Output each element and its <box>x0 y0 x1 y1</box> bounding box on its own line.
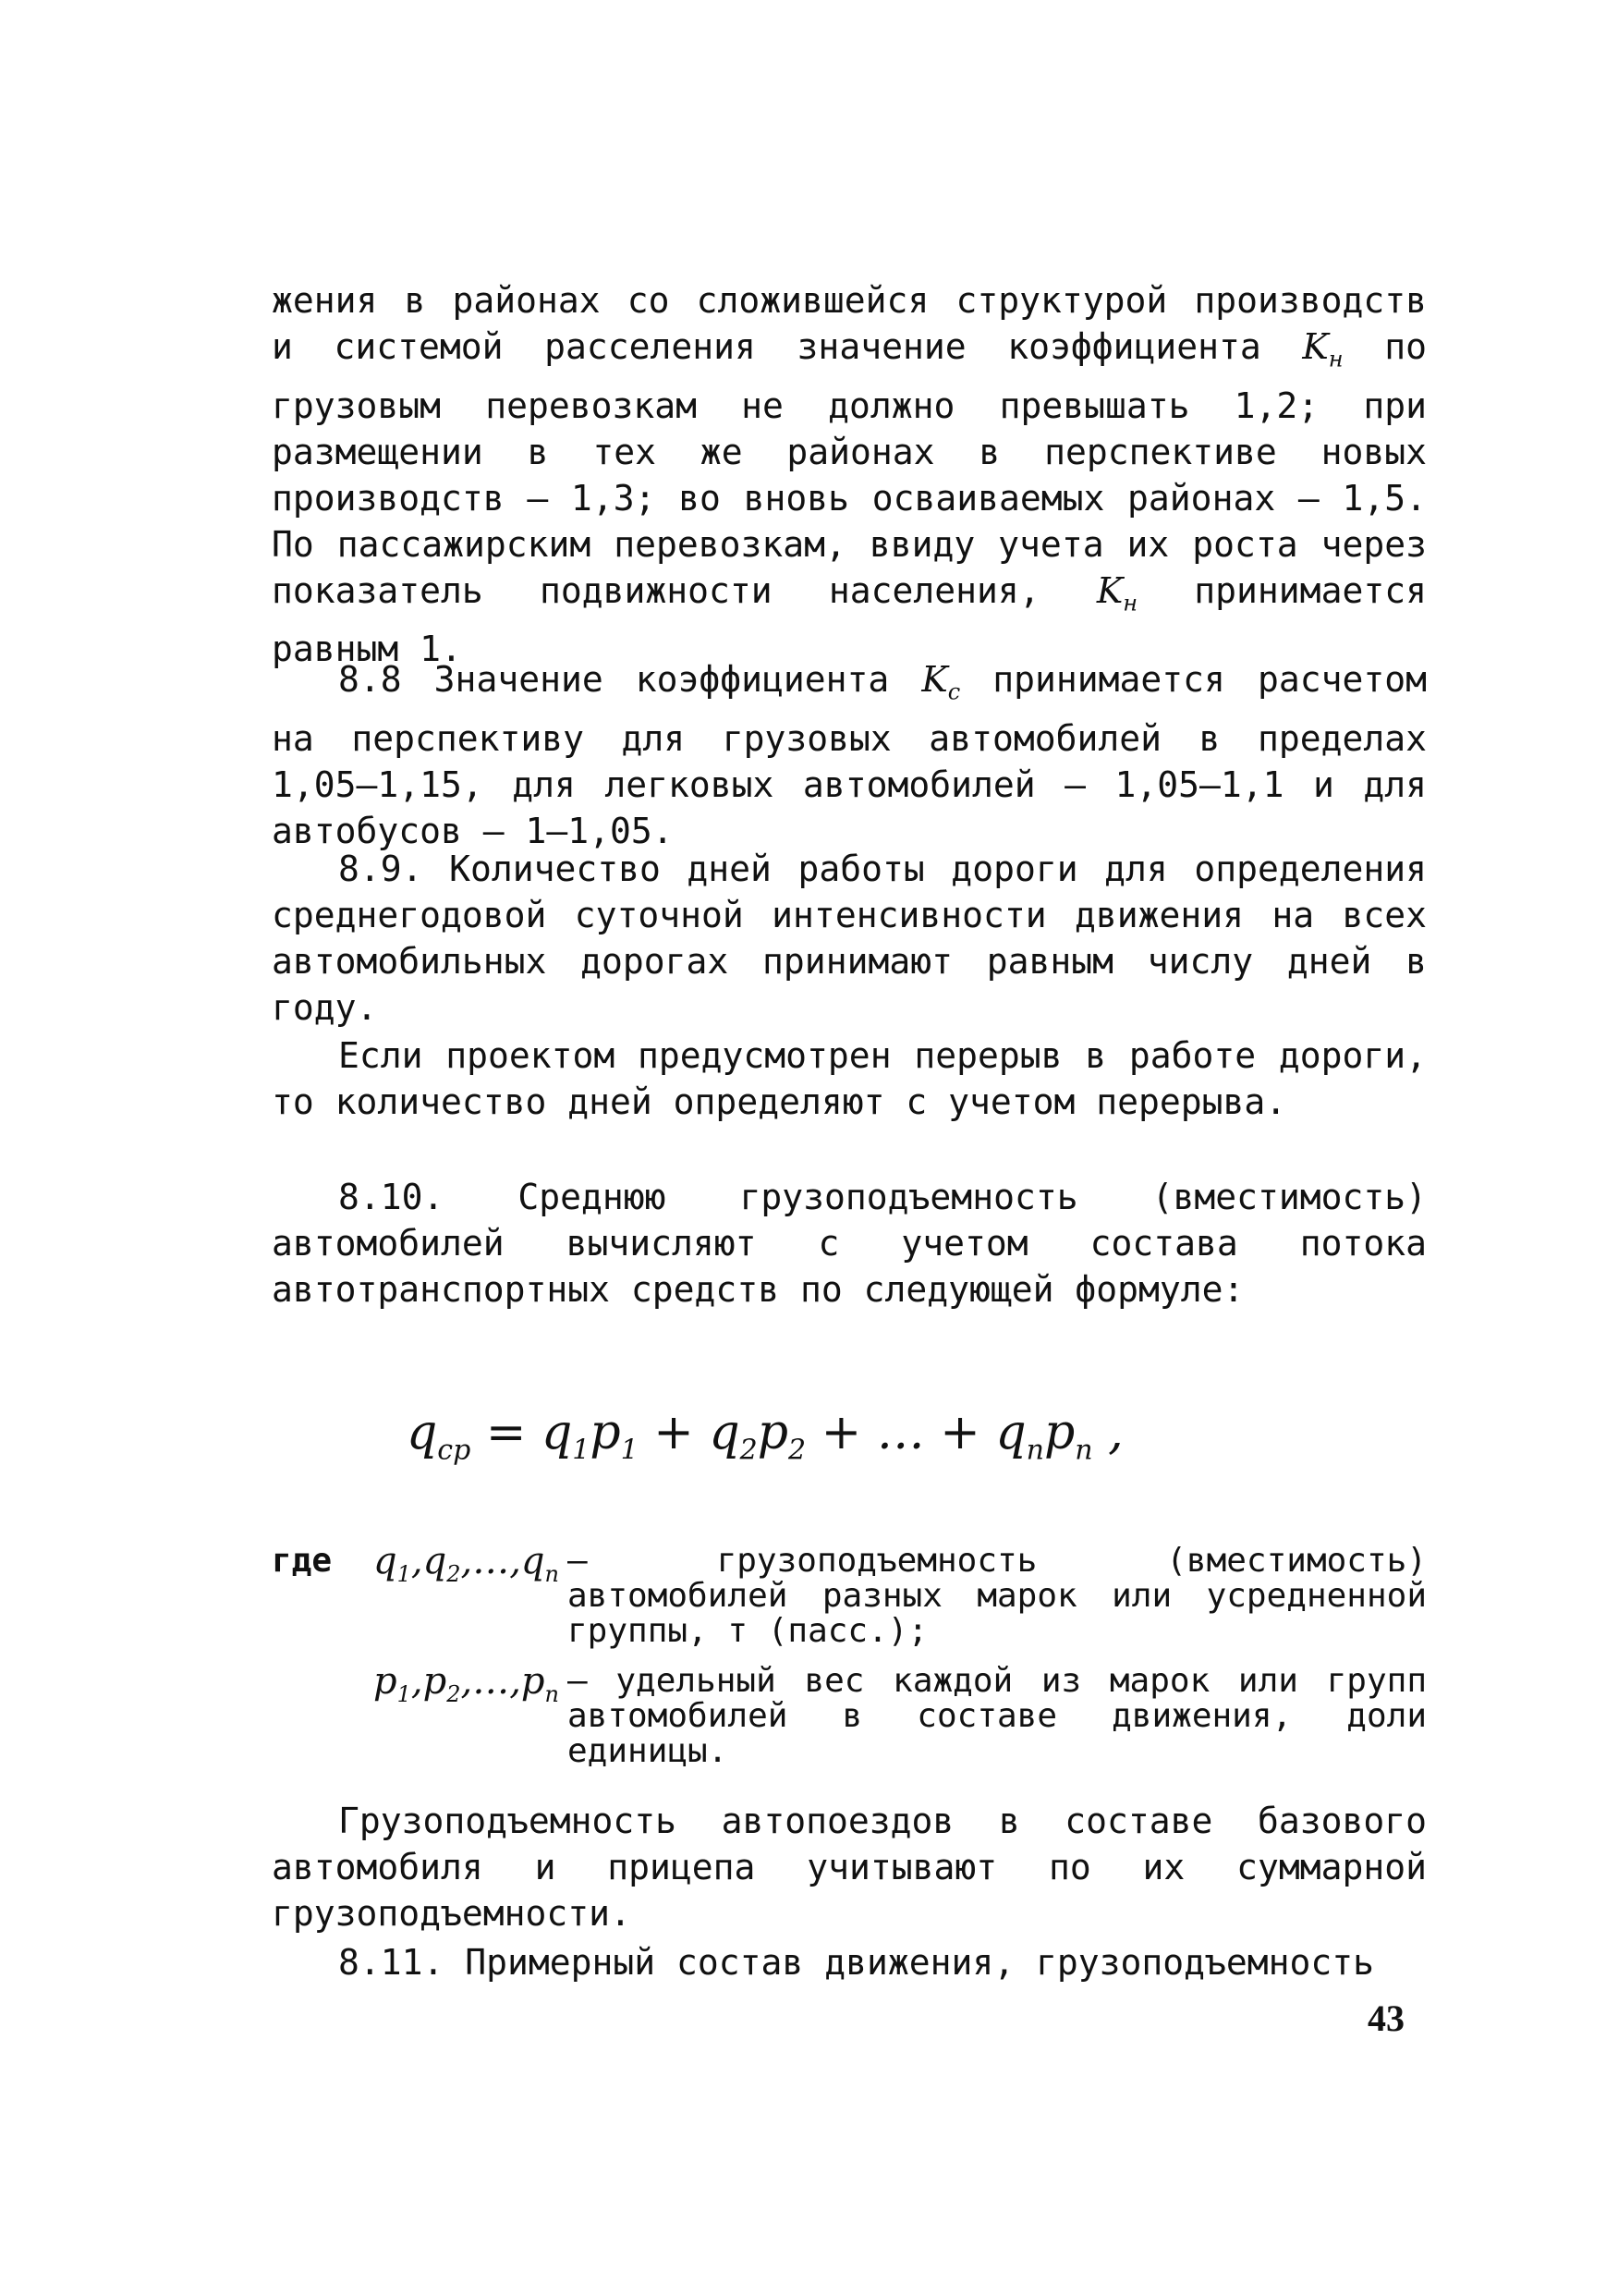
definition-p: – удельный вес каждой из марок или групп автомобилей в составе движения, доли единицы. <box>567 1662 1427 1770</box>
paragraph-8-11: 8.11. Примерный состав движения, грузоподъемность <box>338 1942 1375 1983</box>
page-number: 43 <box>1368 1997 1405 2039</box>
paragraph-trailers: Грузоподъемность автопоездов в составе базового автомобиля и прицепа учитывают по их суммарной грузоподъемности. <box>272 1801 1427 1934</box>
paragraph-8-10: 8.10. Среднюю грузоподъемность (вместимость) автомобилей вычисляют с учетом состава потока автотранспортных средств по следующей формуле: <box>272 1177 1427 1310</box>
paragraph-break: Если проектом предусмотрен перерыв в работе дороги, то количество дней определяют с учетом перерыва. <box>272 1035 1427 1122</box>
symbol-kn: $K_н$ <box>1096 569 1138 617</box>
paragraph-kn: жения в районах со сложившейся структурой производств и системой расселения значение коэффициента $K_н$ по грузовым перевозкам не должно превышать 1,2; при размещении в тех же районах в перспективе новых производств – 1,3; во вновь осваиваемых районах – 1,5. По пассажирским перевозкам, ввиду учета их роста через показатель подвижности населения, $K_н$ принимается равным 1. <box>272 280 1427 670</box>
definition-q: – грузоподъемность (вместимость) автомобилей разных марок или усредненной группы, т (пасс.); <box>567 1542 1427 1650</box>
symbol-p-list: $p_1,p_2,\dots,p_n$ <box>373 1660 560 1707</box>
where-label: где <box>272 1542 333 1580</box>
symbol-q-list: $q_1,q_2,\dots,q_n$ <box>373 1540 560 1587</box>
formula-qcp: $q_{ср} = q_1p_1 + q_2p_2$ + … + $q_np_n$ , <box>407 1405 1124 1467</box>
symbol-kn: $K_н$ <box>1302 326 1344 372</box>
where-definition-q <box>272 1540 1427 1655</box>
symbol-kc: $K_с$ <box>921 659 961 705</box>
paragraph-8-8: 8.8 Значение коэффициента $K_с$ принимается расчетом на перспективу для грузовых автомобилей в пределах 1,05–1,15, для легковых автомобилей – 1,05–1,1 и для автобусов – 1–1,05. <box>272 659 1427 851</box>
paragraph-8-9: 8.9. Количество дней работы дороги для определения среднегодовой суточной интенсивности движения на всех автомобильных дорогах принимают равным числу дней в году. <box>272 849 1427 1028</box>
where-definition-p <box>272 1660 1427 1775</box>
